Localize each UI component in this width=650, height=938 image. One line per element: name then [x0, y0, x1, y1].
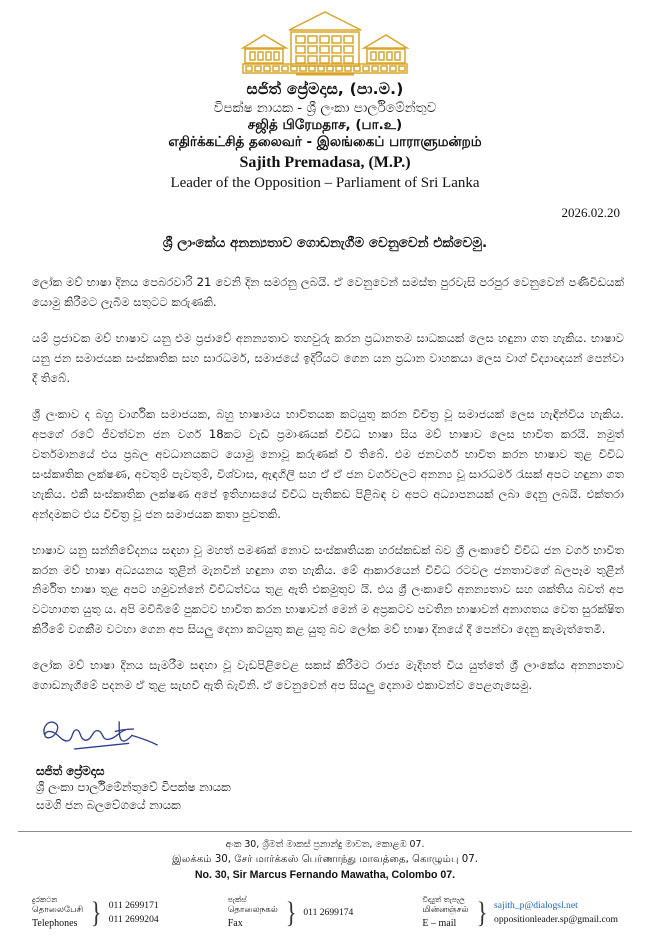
- contact-label-group: [32, 895, 83, 930]
- contact-values: [494, 899, 618, 925]
- letter-body: [0, 273, 650, 696]
- letter-footer: [0, 831, 650, 938]
- signer-role-line-2: සමගි ජන බලවේගයේ නායක: [36, 797, 181, 812]
- contact-label-english: Fax: [227, 917, 243, 929]
- contact-label-english: E – mail: [422, 917, 457, 929]
- contact-label-english: Telephones: [32, 917, 78, 929]
- signer-name: සජිත් ප්‍රේමදාස: [36, 764, 105, 779]
- footer-divider: [18, 831, 632, 832]
- handwritten-signature: [36, 714, 196, 760]
- body-paragraph: භාෂාව යනු සන්නිවේදනය සඳහා වූ මහත් පමණක් නොව සංස්කෘතියක හරස්කඩක් බව ශ්‍රී ලංකාවේ විවිධ ජන වර්ග භාවිත කරන මව් භාෂා අධ්‍යයනය තුළින් මැනවින් හඳුනා ගත හැකිය. මේ ආකාරයෙන් විවිධ රටවල ජනතාවගේ බලපෑම තුළින් නිර්මිත භාෂා තුළ අපට හමුවන්නේ විවිධත්වය තුළ ඇති එකමුතුව යි. එය ශ්‍රී ලංකාවේ අනන්‍යතාව සහ ශක්තිය බවත් අප වටහාගත යුතු ය. අපි මවිබිමේ පුකටව භාවිත කරන භාෂාවන් මෙන් ම අප්‍රකටව පවතින භාෂාවන් අනාගතය වෙත සුරක්ෂිත කිරීමේ වගකීම වටහා ගෙන අප සියලු දෙනා කටයුතු කළ යුතු බව ලෝක මව් භාෂා දිනයේ දී පෙන්වා දෙනු කැමැත්තෙමි.: [32, 542, 624, 637]
- contact-email: [422, 895, 618, 930]
- brace-icon: }: [91, 895, 102, 929]
- letter-date: 2026.02.20: [561, 205, 620, 221]
- contact-telephones: [32, 895, 159, 930]
- signer-role-line-1: ශ්‍රී ලංකා පාර්ලිමේන්තුවේ විපක්ෂ නායක: [36, 780, 231, 795]
- contact-fax: [228, 895, 354, 930]
- contact-label-tamil: தொலைபேசி: [32, 905, 84, 916]
- body-paragraph: ලෝක මව් භාෂා දිනය සැමරීම සඳහා වූ වැඩපිළිවෙළ සකස් කිරීමට රාජ්‍ය මැදිහත් විය යුත්තේ ශ්‍රී ලාංකේය අනන්‍යතාව ගොඩනැගීමේ පදනම ඒ තුළ සැඟවී ඇති බැවිනි. ඒ වෙනුවෙන් අප සියලු දෙනාම එකාවන්ව පෙළගැසෙමු.: [32, 658, 624, 693]
- contact-label-group: [422, 895, 468, 930]
- letterhead: [0, 0, 650, 193]
- footer-contacts: [18, 895, 632, 930]
- brace-icon: }: [285, 895, 297, 929]
- contact-label-tamil: தொலைநகல்: [227, 905, 278, 916]
- brace-icon: }: [476, 895, 488, 929]
- contact-label-sinhala: දුරකථන: [32, 895, 58, 905]
- email-secondary: oppositionleader.sp@gmail.com: [494, 913, 618, 925]
- letterhead-title-tamil: எதிர்க்கட்சித் தலைவர் - இலங்கைப் பாராளுமன்றம்: [168, 134, 482, 151]
- parliament-building-icon: [240, 8, 410, 76]
- letterhead-name-sinhala: සජිත් ප්‍රේමදාස, (පා.ම.): [246, 80, 404, 98]
- letterhead-name-english: Sajith Premadasa, (M.P.): [239, 153, 411, 171]
- email-link-primary[interactable]: sajith_p@dialogsl.net: [494, 900, 578, 912]
- footer-address: [18, 838, 632, 883]
- address-english: No. 30, Sir Marcus Fernando Mawatha, Colombo 07.: [194, 868, 456, 881]
- address-sinhala: අංක 30, ශ්‍රීමත් මාකස් ප්‍රනාන්දු මාවත, කොළඹ 07.: [225, 839, 425, 851]
- telephone-number: 011 2699171: [108, 900, 159, 912]
- letterhead-title-english: Leader of the Opposition – Parliament of Sri Lanka: [170, 175, 480, 192]
- letter-subject-heading: ශ්‍රී ලාංකේය අනන්‍යතාව ගොඩනැගීම වෙනුවෙන් එක්වෙමු.: [162, 235, 488, 252]
- letterhead-title-sinhala: විපක්ෂ නායක - ශ්‍රී ලංකා පාර්ලිමේන්තුව: [213, 99, 437, 116]
- fax-number: 011 2699174: [303, 906, 354, 918]
- body-paragraph: ලෝක මව් භාෂා දිනය පෙබරවාරි 21 වෙනි දින සමරනු ලබයි. ඒ වෙනුවෙන් සමස්ත පුරවැසි පරපුර වෙනුවෙන් පණිවිඩයක් යොමු කිරීමට ලැබීම සතුටට කරුණකි.: [32, 275, 624, 310]
- address-tamil: இலக்கம் 30, சேர் மார்க்கஸ் பெர்ணாந்து மாவத்தை, கொழும்பு 07.: [171, 854, 479, 866]
- letterhead-name-tamil: சஜித் பிரேமதாச, (பா.உ): [247, 117, 403, 134]
- contact-values: [109, 899, 159, 926]
- contact-values: [303, 906, 353, 920]
- contact-label-tamil: மின்னஞ்சல்: [422, 905, 469, 916]
- contact-label-sinhala: විද්‍යුත් තැපෑල: [422, 895, 465, 905]
- signature-block: [0, 696, 650, 814]
- contact-label-group: [228, 895, 278, 930]
- telephone-number: 011 2699204: [108, 913, 159, 925]
- contact-label-sinhala: පැක්ස්: [227, 895, 247, 905]
- body-paragraph: ශ්‍රී ලංකාව ද බහු වාර්ගික සමාජයක, බහු භාෂාමය භාවිතයක කටයුතු කරන විචිත්‍ර වූ සමාජයක් ලෙස හැඳින්විය හැකිය. අපගේ රටේ ජීවත්වන ජන වර්ග 18කට වැඩි ප්‍රමාණයක් විවිධ භාෂා සිය මව් භාෂාව ලෙස භාවිත කරයි. නමුත් වර්තමානයේ එය ප්‍රබල අවධානයකට යොමු නොවූ කරුණක් වී තිබේ. එම ජනවර්ග භාවිත කරන භාෂාව තුළ විවිධ සංස්කෘතික ලක්ෂණ, අවතුම් පැවතුම්, විශ්වාස, ඇඳගිලි සහ ඒ ඒ ජන වර්ගවලට අනන්‍ය වූ සාරධර්ම රැසක් අපට හඳුනා ගත හැකිය. එකී සංස්කෘතික ලක්ෂණ අපේ ඉතිහාසයේ විවිධ පැතිකඩ පිළිබඳ ව අපට අධ්‍යාපනයක් ලබා දෙනු ලබයි. එක්තරා අන්දමකට එය විචිත්‍ර වූ ජන සමාජයක කතා පුවතකි.: [32, 406, 624, 521]
- body-paragraph: යම් ප්‍රජාවක මව් භාෂාව යනු එම ප්‍රජාවේ අනන්‍යතාව තහවුරු කරන ප්‍රධානතම සාධකයක් ලෙස හඳුනා ගත හැකිය. භාෂාව යනු ජන සමාජයක සංස්කෘතික සහ සාරධර්ම, සමාජයේ ඉදිරියට ගෙන යන ප්‍රධාන වාහකයා ලෙස වාග් විද්‍යාඥයන් පෙන්වා දී තිබේ.: [32, 331, 624, 386]
